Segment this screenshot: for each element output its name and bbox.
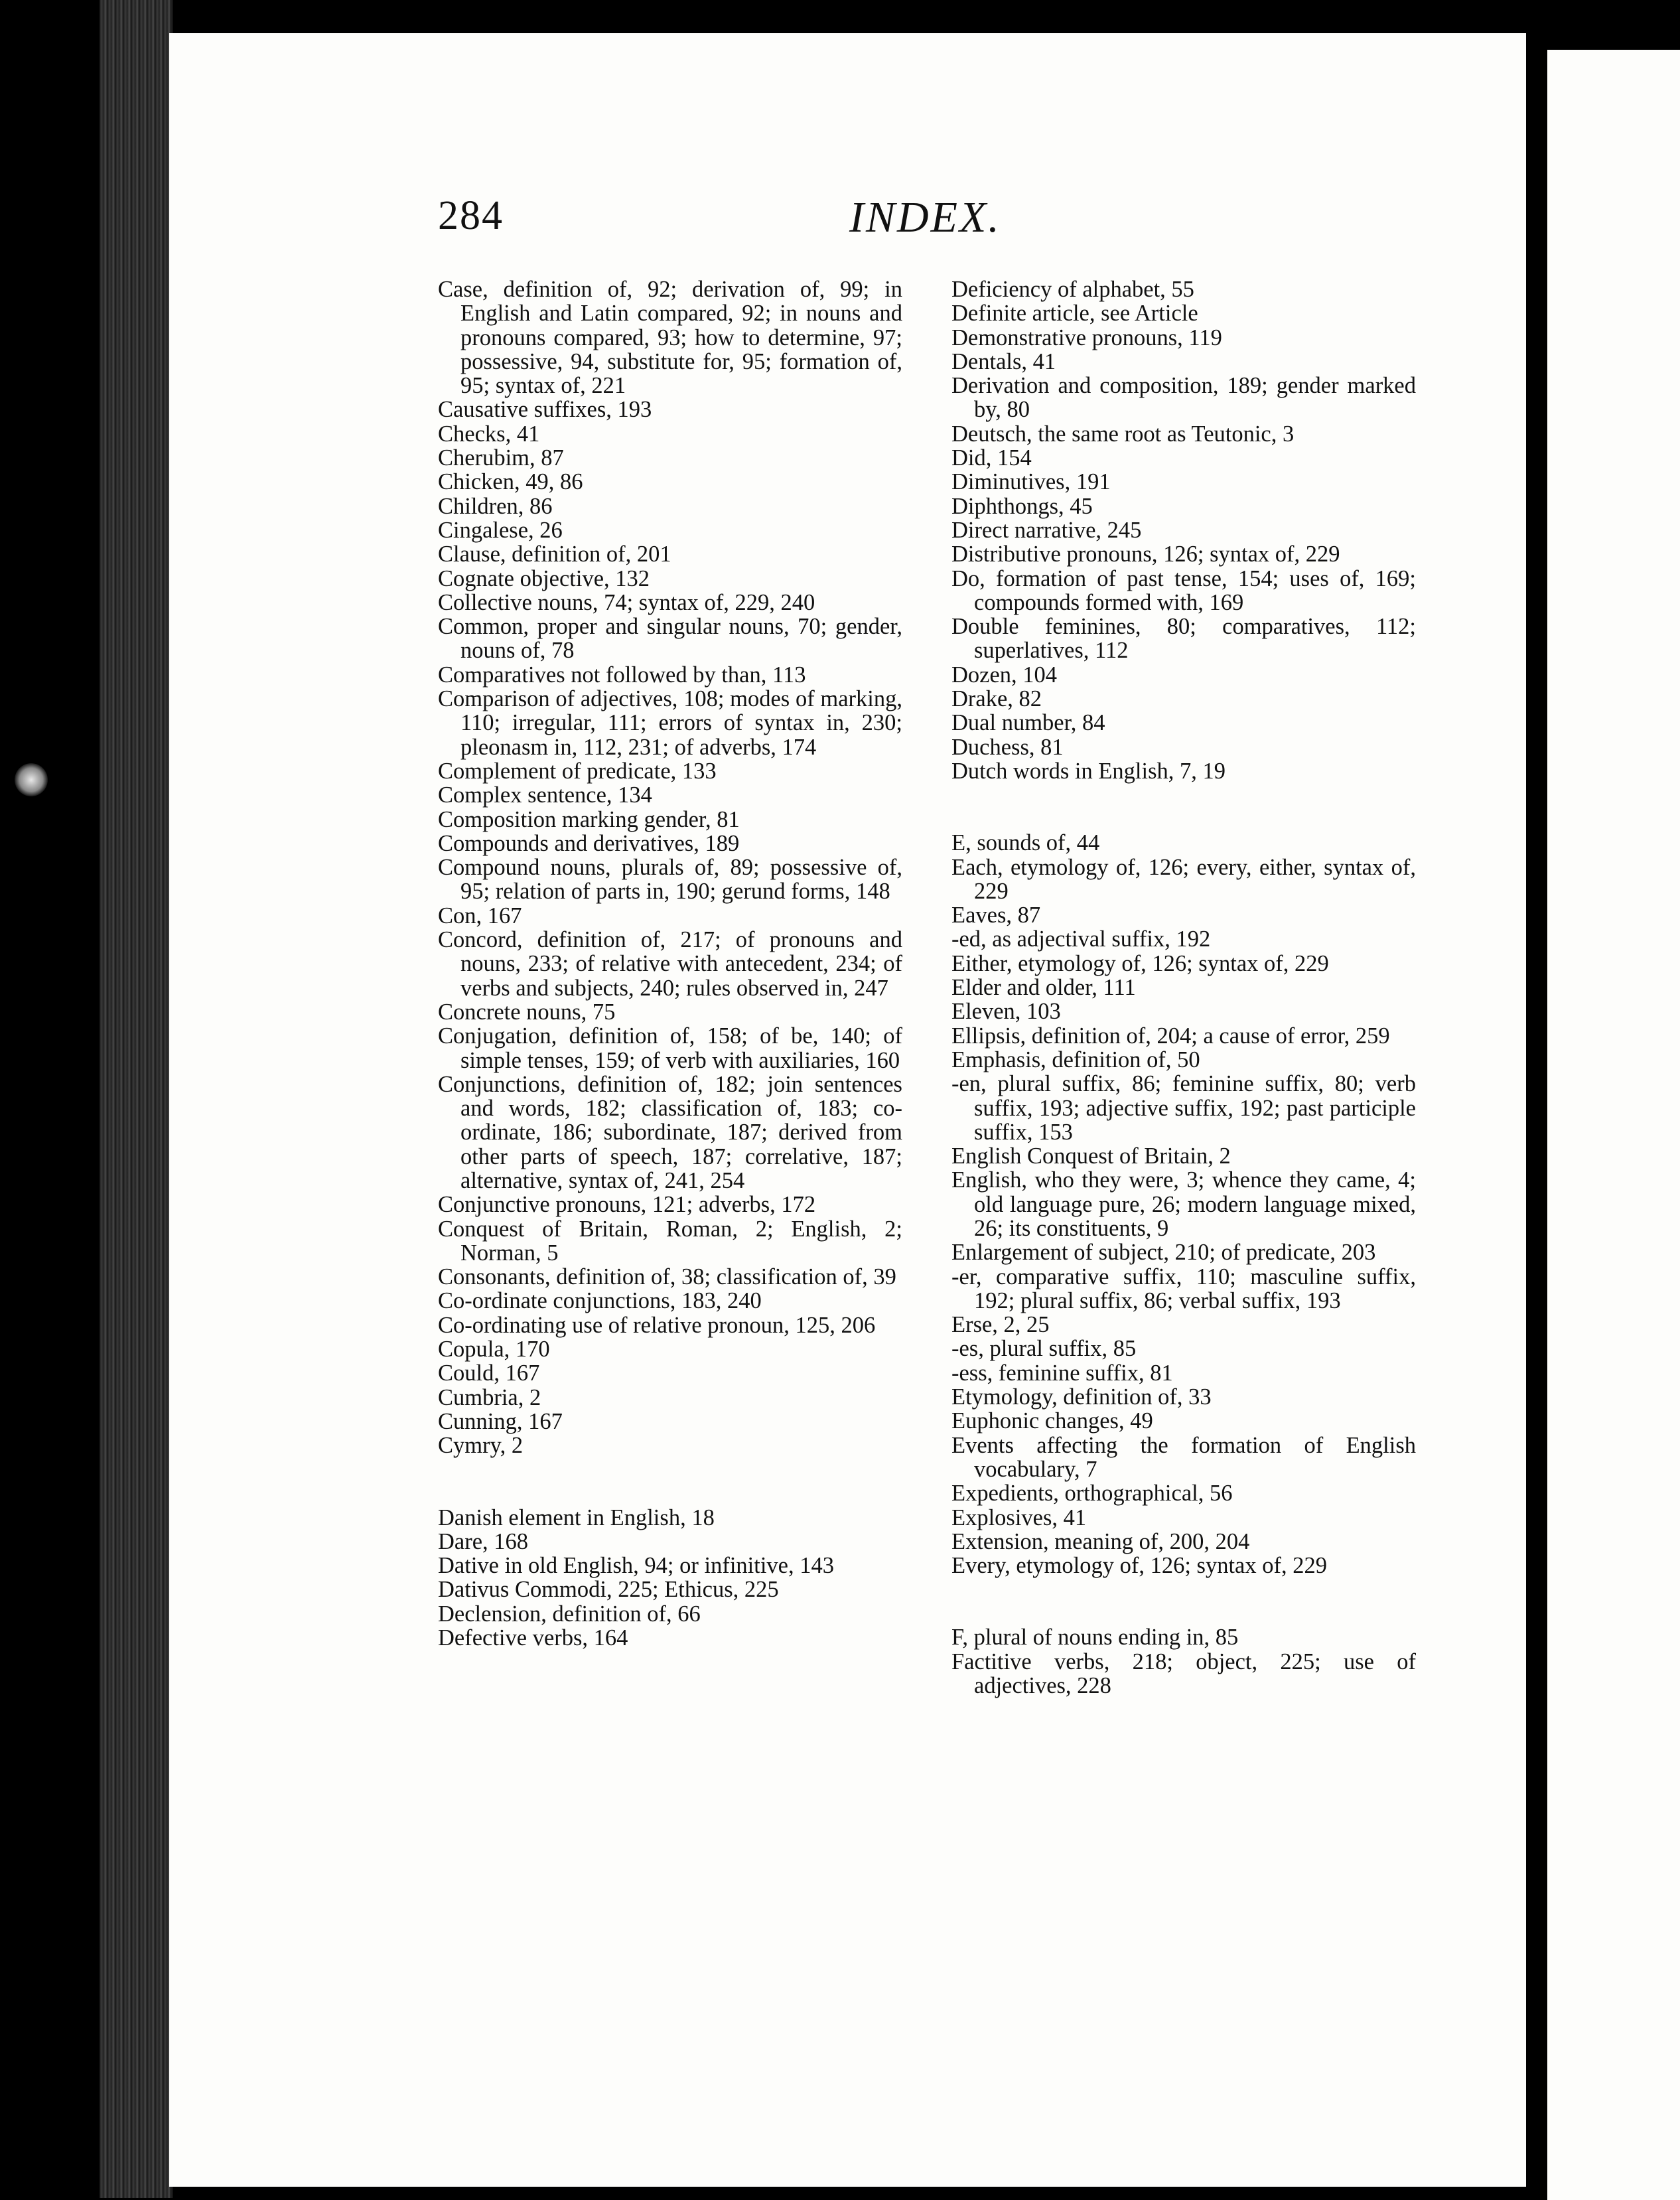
- index-entry: Drake, 82: [951, 686, 1042, 712]
- index-entry: Chicken, 49, 86: [438, 469, 583, 495]
- page-title: INDEX.: [849, 193, 1001, 242]
- index-entry: Common, proper and singular nouns, 70; gender, nouns of, 78: [438, 614, 902, 664]
- index-entry: Dentals, 41: [951, 348, 1056, 374]
- index-entry: Deficiency of alphabet, 55: [951, 277, 1194, 302]
- index-entry: Copula, 170: [438, 1337, 550, 1362]
- index-entry: Concord, definition of, 217; of pronouns and nouns, 233; of relative with antecedent, 234; of verbs and subjects, 240; rules observed in, 247: [438, 927, 902, 1001]
- index-entry: Causative suffixes, 193: [438, 397, 652, 423]
- index-entry: Demonstrative pronouns, 119: [951, 325, 1222, 350]
- index-entry: Eleven, 103: [951, 999, 1061, 1025]
- index-entry: -ed, as adjectival suffix, 192: [951, 926, 1211, 952]
- index-entry: Euphonic changes, 49: [951, 1408, 1153, 1434]
- index-entry: Either, etymology of, 126; syntax of, 229: [951, 950, 1329, 976]
- index-entry: Elder and older, 111: [951, 975, 1136, 1001]
- index-entry: Definite article, see Article: [951, 301, 1198, 327]
- index-entry: Deutsch, the same root as Teutonic, 3: [951, 421, 1295, 447]
- book-spine: [100, 0, 173, 2198]
- index-entry: Collective nouns, 74; syntax of, 229, 240: [438, 589, 815, 615]
- index-entry: Compounds and derivatives, 189: [438, 830, 740, 856]
- index-entry: Ellipsis, definition of, 204; a cause of error, 259: [951, 1023, 1390, 1049]
- index-entry: Declension, definition of, 66: [438, 1601, 701, 1627]
- index-entry: Do, formation of past tense, 154; uses of, 169; compounds formed with, 169: [951, 565, 1416, 615]
- index-entry: Defective verbs, 164: [438, 1625, 628, 1651]
- index-entry: Diminutives, 191: [951, 469, 1111, 495]
- index-entry: Events affecting the formation of English vocabulary, 7: [951, 1432, 1416, 1482]
- index-entry: Direct narrative, 245: [951, 517, 1142, 543]
- index-entry: Conjunctive pronouns, 121; adverbs, 172: [438, 1192, 816, 1218]
- index-entry: Complement of predicate, 133: [438, 758, 717, 784]
- index-entry: Comparison of adjectives, 108; modes of marking, 110; irregular, 111; errors of syntax in, 230; pleonasm in, 112, 231; of adverbs, 174: [438, 686, 902, 760]
- index-entry: Etymology, definition of, 33: [951, 1384, 1212, 1410]
- index-entry: Diphthongs, 45: [951, 493, 1093, 519]
- index-entry: Concrete nouns, 75: [438, 999, 616, 1025]
- section-gap: [951, 1577, 1416, 1625]
- index-entry: Cumbria, 2: [438, 1384, 541, 1410]
- index-entry: Conquest of Britain, Roman, 2; English, 2; Norman, 5: [438, 1216, 902, 1266]
- index-entry: Dual number, 84: [951, 710, 1105, 736]
- index-entry: Checks, 41: [438, 421, 540, 447]
- index-entry: Cognate objective, 132: [438, 565, 650, 591]
- index-entry: -er, comparative suffix, 110; masculine suffix, 192; plural suffix, 86; verbal suffix, 193: [951, 1264, 1416, 1313]
- index-entry: Cherubim, 87: [438, 445, 564, 471]
- index-entry: Clause, definition of, 201: [438, 542, 671, 567]
- index-entry: F, plural of nouns ending in, 85: [951, 1625, 1239, 1650]
- index-entry: Erse, 2, 25: [951, 1312, 1050, 1338]
- index-entry: Conjunctions, definition of, 182; join sentences and words, 182; classification of, 183; co-ordinate, 186; subordinate, 187; derived from other parts of speech, 187; correlative, 187; alternative, syntax of, 241, 254: [438, 1071, 902, 1193]
- page-number: 284: [438, 193, 504, 238]
- index-entry: Case, definition of, 92; derivation of, 99; in English and Latin compared, 92; in nouns and pronouns compared, 93; how to determine, 97; possessive, 94, substitute for, 95; formation of, 95; syntax of, 221: [438, 277, 902, 399]
- index-entry: -en, plural suffix, 86; feminine suffix, 80; verb suffix, 193; adjective suffix, 192; past participle suffix, 153: [951, 1071, 1416, 1145]
- index-entry: Expedients, orthographical, 56: [951, 1481, 1233, 1506]
- index-entry: Double feminines, 80; comparatives, 112; superlatives, 112: [951, 614, 1416, 664]
- index-entry: Cingalese, 26: [438, 517, 563, 543]
- index-entry: Enlargement of subject, 210; of predicate, 203: [951, 1240, 1376, 1266]
- index-entry: Extension, meaning of, 200, 204: [951, 1528, 1250, 1554]
- index-entry: Comparatives not followed by than, 113: [438, 662, 806, 688]
- section-gap: [438, 1458, 902, 1506]
- facing-page-edge: [1547, 50, 1680, 2200]
- index-entry: Eaves, 87: [951, 903, 1041, 928]
- index-entry: Dozen, 104: [951, 662, 1058, 688]
- index-entry: Cunning, 167: [438, 1408, 563, 1434]
- section-gap: [951, 783, 1416, 831]
- index-entry: Compound nouns, plurals of, 89; possessive of, 95; relation of parts in, 190; gerund forms, 148: [438, 855, 902, 905]
- index-entry: English Conquest of Britain, 2: [951, 1143, 1231, 1169]
- index-entry: Could, 167: [438, 1360, 540, 1386]
- index-entry: Con, 167: [438, 903, 522, 928]
- index-entry: Each, etymology of, 126; every, either, syntax of, 229: [951, 854, 1416, 904]
- index-entry: Composition marking gender, 81: [438, 806, 740, 832]
- index-column-left: [438, 277, 902, 1650]
- index-entry: Danish element in English, 18: [438, 1504, 715, 1530]
- index-entry: Complex sentence, 134: [438, 782, 652, 808]
- index-entry: Factitive verbs, 218; object, 225; use of adjectives, 228: [951, 1649, 1416, 1699]
- scan-glare: [15, 763, 48, 796]
- index-entry: Dare, 168: [438, 1528, 529, 1554]
- index-entry: Emphasis, definition of, 50: [951, 1047, 1200, 1072]
- index-entry: Conjugation, definition of, 158; of be, 140; of simple tenses, 159; of verb with auxiliaries, 160: [438, 1023, 902, 1073]
- index-entry: Co-ordinating use of relative pronoun, 125, 206: [438, 1312, 876, 1338]
- index-entry: Did, 154: [951, 445, 1032, 471]
- index-entry: Cymry, 2: [438, 1433, 524, 1459]
- index-entry: Dative in old English, 94; or infinitive, 143: [438, 1553, 834, 1579]
- index-entry: Every, etymology of, 126; syntax of, 229: [951, 1553, 1327, 1579]
- index-entry: Dutch words in English, 7, 19: [951, 758, 1226, 784]
- index-entry: Co-ordinate conjunctions, 183, 240: [438, 1288, 762, 1314]
- index-entry: English, who they were, 3; whence they came, 4; old language pure, 26; modern language mixed, 26; its constituents, 9: [951, 1167, 1416, 1241]
- index-entry: Duchess, 81: [951, 734, 1064, 760]
- index-column-right: [951, 277, 1416, 1698]
- index-entry: -es, plural suffix, 85: [951, 1336, 1137, 1362]
- index-entry: Explosives, 41: [951, 1504, 1087, 1530]
- index-entry: Distributive pronouns, 126; syntax of, 229: [951, 542, 1340, 567]
- index-entry: Children, 86: [438, 493, 553, 519]
- index-entry: -ess, feminine suffix, 81: [951, 1360, 1173, 1386]
- index-entry: Derivation and composition, 189; gender marked by, 80: [951, 373, 1416, 423]
- index-entry: Dativus Commodi, 225; Ethicus, 225: [438, 1577, 779, 1603]
- index-entry: Consonants, definition of, 38; classification of, 39: [438, 1264, 896, 1290]
- index-entry: E, sounds of, 44: [951, 830, 1100, 856]
